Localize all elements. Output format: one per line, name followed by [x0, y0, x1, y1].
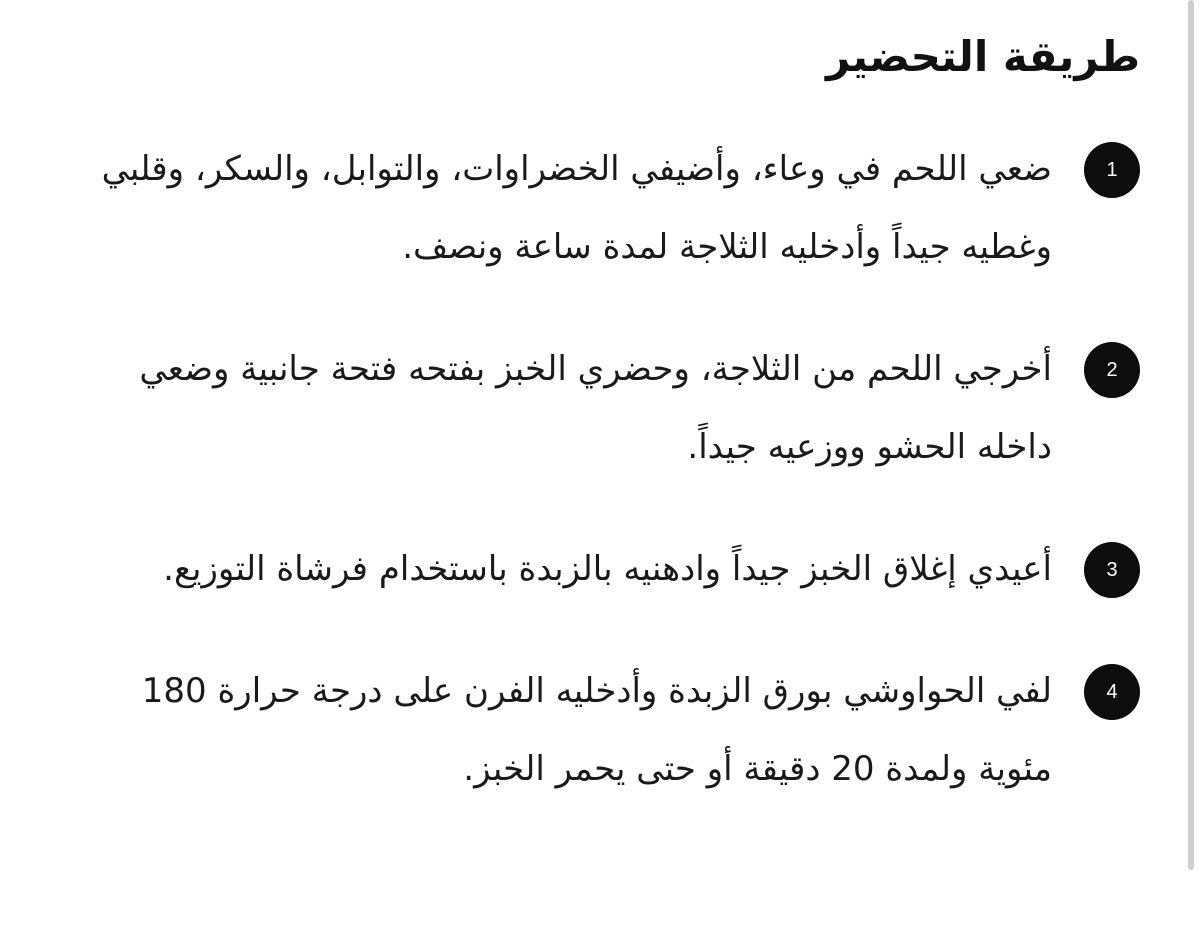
step-text: ضعي اللحم في وعاء، وأضيفي الخضراوات، والتوابل، والسكر، وقلبي وغطيه جيداً وأدخليه الثلاجة لمدة ساعة ونصف.: [101, 149, 1052, 267]
step-item: [60, 530, 1140, 608]
step-text: أعيدي إغلاق الخبز جيداً وادهنيه بالزبدة باستخدام فرشاة التوزيع.: [163, 549, 1052, 589]
step-text: أخرجي اللحم من الثلاجة، وحضري الخبز بفتحه فتحة جانبية وضعي داخله الحشو ووزعيه جيداً.: [139, 349, 1052, 467]
step-item: [60, 330, 1140, 486]
steps-list: [60, 130, 1140, 852]
step-item: [60, 130, 1140, 286]
step-number-badge: 4: [1084, 664, 1140, 720]
step-number-badge: 2: [1084, 342, 1140, 398]
step-text: لفي الحواوشي بورق الزبدة وأدخليه الفرن على درجة حرارة 180 مئوية ولمدة 20 دقيقة أو حتى يحمر الخبز.: [141, 671, 1052, 789]
step-number-badge: 1: [1084, 142, 1140, 198]
section-title: طريقة التحضير: [825, 32, 1140, 81]
step-item: [60, 652, 1140, 808]
step-number-badge: 3: [1084, 542, 1140, 598]
scrollbar[interactable]: [1188, 0, 1194, 870]
